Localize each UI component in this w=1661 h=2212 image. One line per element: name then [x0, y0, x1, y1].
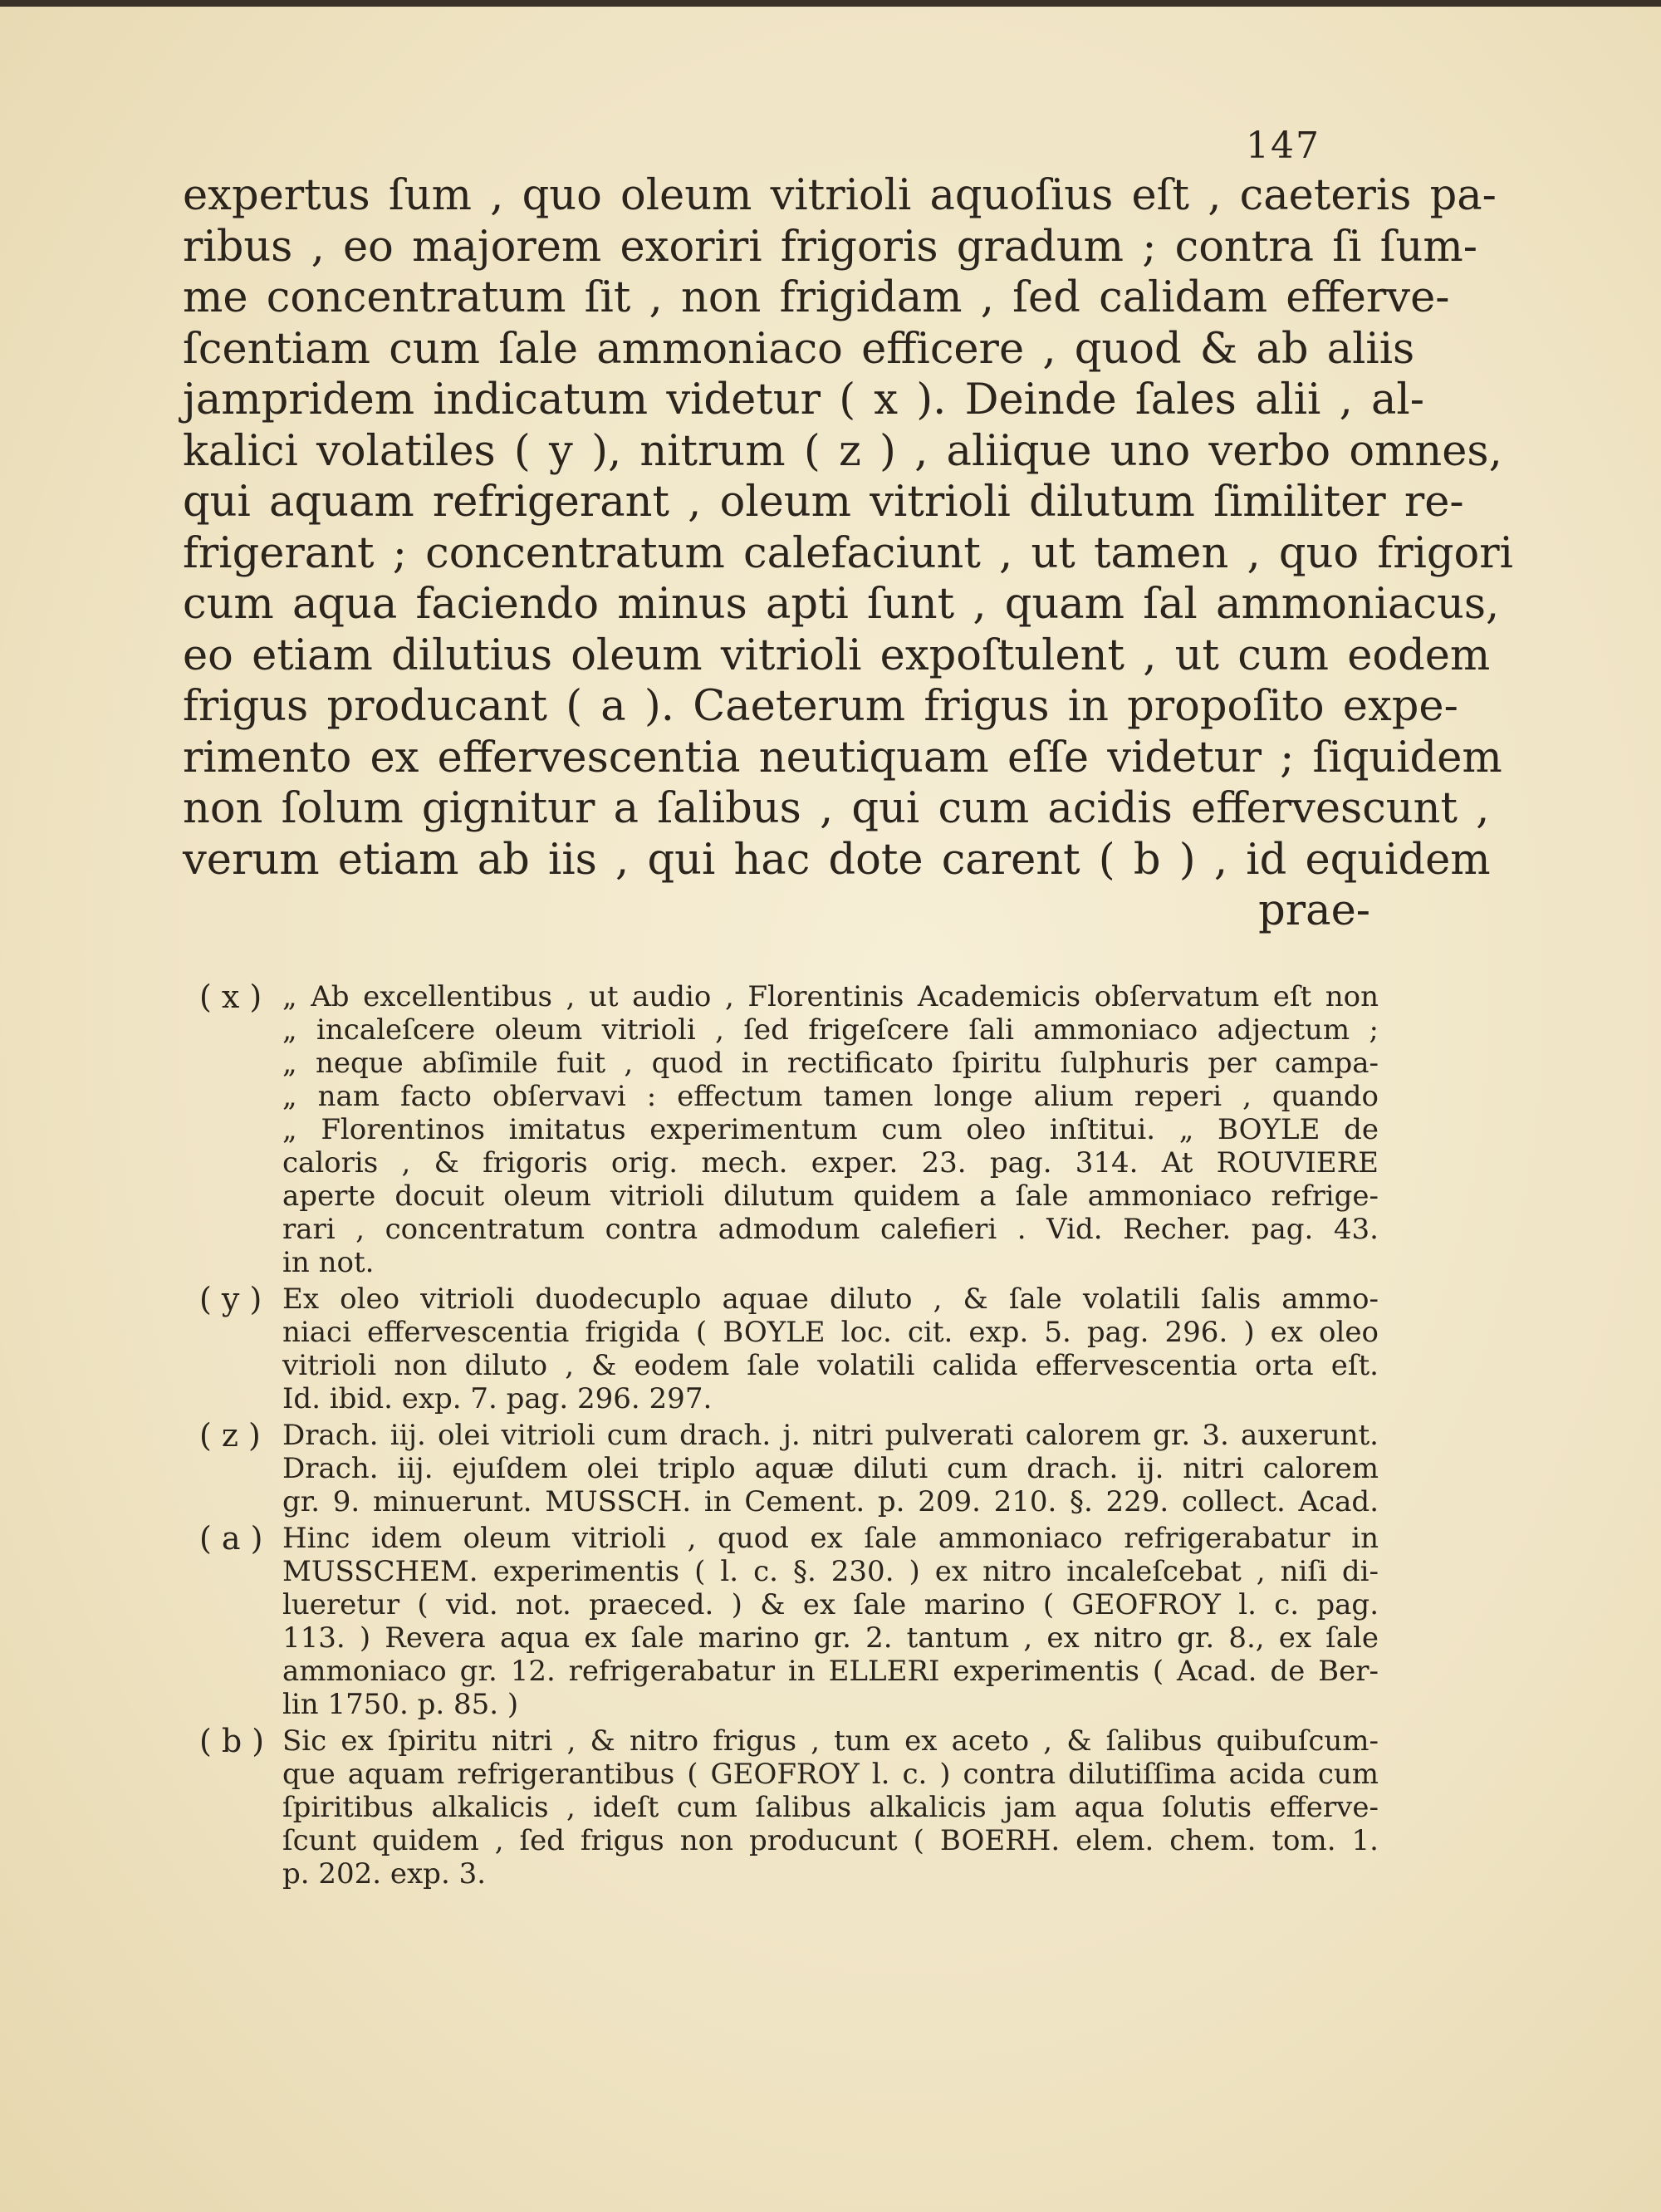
- footnote-x: [199, 980, 1379, 1279]
- footnote-line: caloris , & frigoris orig. mech. exper. 23. pag. 314. At ROUVIERE: [282, 1146, 1379, 1180]
- footnote-line: niaci effervescentia frigida ( BOYLE loc. cit. exp. 5. pag. 296. ) ex oleo: [282, 1316, 1379, 1349]
- footnote-line: Hinc idem oleum vitrioli , quod ex ſale ammoniaco refrigerabatur in: [282, 1522, 1379, 1555]
- main-text-line: rimento ex effervescentia neutiquam eſſe videtur ; ſiquidem: [183, 733, 1502, 782]
- footnote-line: 113. ) Revera aqua ex ſale marino gr. 2. tantum , ex nitro gr. 8., ex ſale: [282, 1621, 1379, 1655]
- main-text-line: qui aquam refrigerant , oleum vitrioli dilutum ſimiliter re-: [183, 478, 1464, 527]
- footnote-line: „ Florentinos imitatus experimentum cum oleo inſtitui. „ BOYLE de: [282, 1113, 1379, 1146]
- footnote-line: Ex oleo vitrioli duodecuplo aquae diluto , & ſale volatili ſalis ammo-: [282, 1283, 1379, 1316]
- footnote-line: in not.: [282, 1246, 375, 1279]
- main-text-line: verum etiam ab iis , qui hac dote carent ( b ) , id equidem: [183, 835, 1491, 885]
- footnote-line: Id. ibid. exp. 7. pag. 296. 297.: [282, 1382, 713, 1415]
- footnote-marker: ( y ): [199, 1281, 262, 1317]
- footnote-line: Sic ex ſpiritu nitri , & nitro frigus , tum ex aceto , & ſalibus quibuſcum-: [282, 1724, 1379, 1758]
- footnote-line: Drach. iij. ejuſdem olei triplo aquæ diluti cum drach. ij. nitri calorem: [282, 1452, 1379, 1485]
- footnote-line: „ nam facto obſervavi : effectum tamen longe alium reperi , quando: [282, 1080, 1379, 1113]
- footnote-line: lin 1750. p. 85. ): [282, 1688, 519, 1721]
- footnote-line: ammoniaco gr. 12. refrigerabatur in ELLERI experimentis ( Acad. de Ber-: [282, 1655, 1379, 1688]
- footnote-marker: ( z ): [199, 1417, 261, 1454]
- main-text-line: me concentratum ſit , non frigidam , ſed calidam efferve-: [183, 273, 1450, 322]
- footnote-line: que aquam refrigerantibus ( GEOFROY l. c. ) contra dilutiſſima acida cum: [282, 1758, 1379, 1791]
- main-text-line: ſcentiam cum ſale ammoniaco efficere , quod & ab aliis: [183, 324, 1415, 374]
- main-text-line: jampridem indicatum videtur ( x ). Deinde ſales alii , al-: [183, 375, 1424, 424]
- main-text-line: eo etiam dilutius oleum vitrioli expoſtulent , ut cum eodem: [183, 630, 1491, 680]
- footnote-marker: ( x ): [199, 978, 262, 1015]
- main-text-line: kalici volatiles ( y ), nitrum ( z ) , aliique uno verbo omnes,: [183, 426, 1502, 476]
- footnote-line: rari , concentratum contra admodum calefieri . Vid. Recher. pag. 43.: [282, 1213, 1379, 1246]
- footnote-line: gr. 9. minuerunt. MUSSCH. in Cement. p. 209. 210. §. 229. collect. Acad.: [282, 1485, 1379, 1518]
- footnote-line: „ Ab excellentibus , ut audio , Florentinis Academicis obſervatum eſt non: [282, 980, 1379, 1013]
- footnote-a: [199, 1522, 1379, 1721]
- footnote-line: „ neque abſimile fuit , quod in rectificato ſpiritu ſulphuris per campa-: [282, 1047, 1379, 1080]
- footnote-line: vitrioli non diluto , & eodem ſale volatili calida effervescentia orta eſt.: [282, 1349, 1379, 1382]
- footnote-line: ſpiritibus alkalicis , ideſt cum ſalibus alkalicis jam aqua ſolutis efferve-: [282, 1791, 1379, 1824]
- main-text-line: cum aqua faciendo minus apti ſunt , quam ſal ammoniacus,: [183, 580, 1500, 629]
- main-text-line: expertus ſum , quo oleum vitrioli aquoſius eſt , caeteris pa-: [183, 171, 1497, 220]
- main-text-line: frigerant ; concentratum calefaciunt , ut tamen , quo frigori: [183, 528, 1513, 578]
- page-number: 147: [1246, 125, 1320, 167]
- main-text-line: frigus producant ( a ). Caeterum frigus in propoſito expe-: [183, 682, 1458, 731]
- footnote-line: aperte docuit oleum vitrioli dilutum quidem a ſale ammoniaco refrige-: [282, 1180, 1379, 1213]
- footnote-line: ſcunt quidem , ſed frigus non producunt ( BOERH. elem. chem. tom. 1.: [282, 1824, 1379, 1857]
- footnote-line: Drach. iij. olei vitrioli cum drach. j. nitri pulverati calorem gr. 3. auxerunt.: [282, 1419, 1379, 1452]
- footnote-line: p. 202. exp. 3.: [282, 1857, 487, 1891]
- footnote-line: MUSSCHEM. experimentis ( l. c. §. 230. ) ex nitro incaleſcebat , niſi di-: [282, 1555, 1379, 1588]
- footnote-y: [199, 1283, 1379, 1415]
- main-text-line: non ſolum gignitur a ſalibus , qui cum acidis effervescunt ,: [183, 784, 1490, 833]
- footnote-b: [199, 1724, 1379, 1891]
- main-text-block: [183, 170, 1513, 937]
- catchword: prae-: [1258, 886, 1370, 935]
- page-top-edge: [0, 0, 1661, 7]
- main-text-line: ribus , eo majorem exoriri frigoris gradum ; contra ſi ſum-: [183, 222, 1477, 272]
- footnote-marker: ( b ): [199, 1723, 265, 1759]
- footnote-z: [199, 1419, 1379, 1518]
- footnote-marker: ( a ): [199, 1520, 263, 1557]
- footnote-line: lueretur ( vid. not. praeced. ) & ex ſale marino ( GEOFROY l. c. pag.: [282, 1588, 1379, 1621]
- footnote-line: „ incaleſcere oleum vitrioli , ſed frigeſcere ſali ammoniaco adjectum ;: [282, 1013, 1379, 1047]
- footnotes-block: [199, 980, 1379, 1894]
